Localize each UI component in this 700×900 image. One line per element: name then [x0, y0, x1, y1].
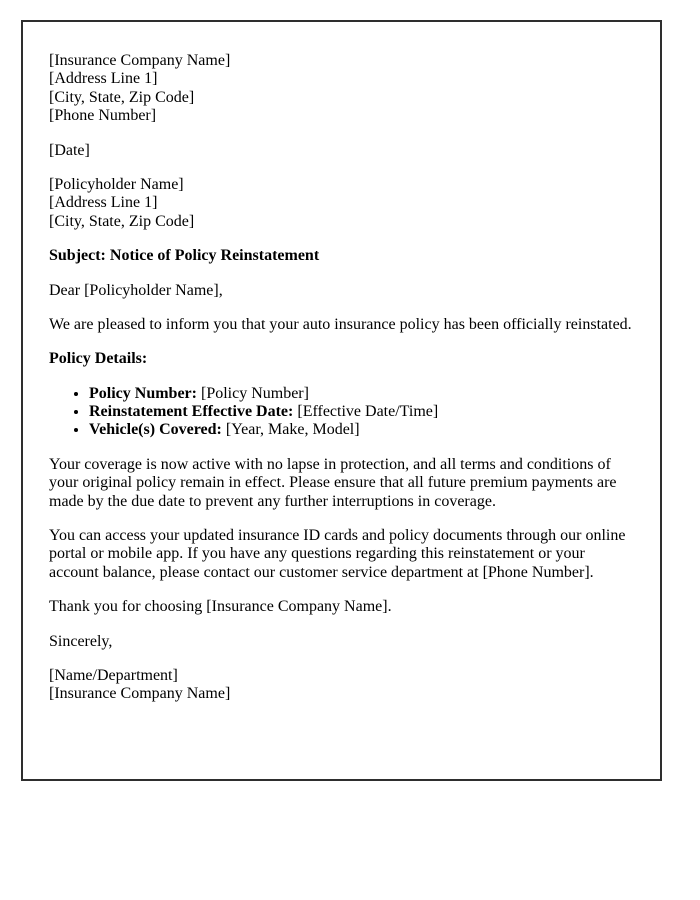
intro-paragraph: We are pleased to inform you that your auto insurance policy has been officially reinstated.	[49, 315, 632, 333]
coverage-paragraph: Your coverage is now active with no lapse in protection, and all terms and conditions of your original policy remain in effect. Please ensure that all future premium payments are made by the due date to prevent any further interruptions in coverage.	[49, 455, 617, 510]
policy-details-list	[49, 385, 634, 440]
signature-name-department: [Name/Department]	[49, 666, 178, 684]
effective-date-label: Reinstatement Effective Date:	[89, 403, 294, 421]
closing: Sincerely,	[49, 632, 113, 650]
policy-number-value: [Policy Number]	[200, 384, 309, 402]
sender-company-name: [Insurance Company Name]	[49, 52, 231, 69]
signature-block	[49, 667, 634, 704]
date-line: [Date]	[49, 141, 90, 159]
recipient-name: [Policyholder Name]	[49, 175, 184, 193]
list-item	[89, 385, 634, 403]
sender-address-block	[49, 52, 634, 126]
sender-city-state-zip: [City, State, Zip Code]	[49, 88, 195, 106]
effective-date-value: [Effective Date/Time]	[297, 403, 439, 421]
policy-number-label: Policy Number:	[89, 384, 197, 402]
recipient-address-line1: [Address Line 1]	[49, 194, 158, 212]
list-item	[89, 421, 634, 439]
sender-address-line1: [Address Line 1]	[49, 70, 158, 88]
list-item	[89, 403, 634, 421]
vehicles-covered-value: [Year, Make, Model]	[225, 421, 360, 439]
vehicles-covered-label: Vehicle(s) Covered:	[89, 421, 222, 439]
recipient-city-state-zip: [City, State, Zip Code]	[49, 212, 195, 230]
sender-phone-number: [Phone Number]	[49, 107, 157, 125]
thanks-paragraph: Thank you for choosing [Insurance Company Name].	[49, 598, 392, 616]
salutation: Dear [Policyholder Name],	[49, 281, 223, 299]
access-paragraph: You can access your updated insurance ID cards and policy documents through our online portal or mobile app. If you have any questions regarding this reinstatement or your account balance, please contact our customer service department at [Phone Number].	[49, 527, 626, 581]
policy-details-heading: Policy Details:	[49, 350, 148, 368]
subject-line: Subject: Notice of Policy Reinstatement	[49, 247, 320, 265]
recipient-address-block	[49, 176, 634, 231]
letter-page	[21, 20, 662, 781]
signature-company-name: [Insurance Company Name]	[49, 685, 231, 703]
